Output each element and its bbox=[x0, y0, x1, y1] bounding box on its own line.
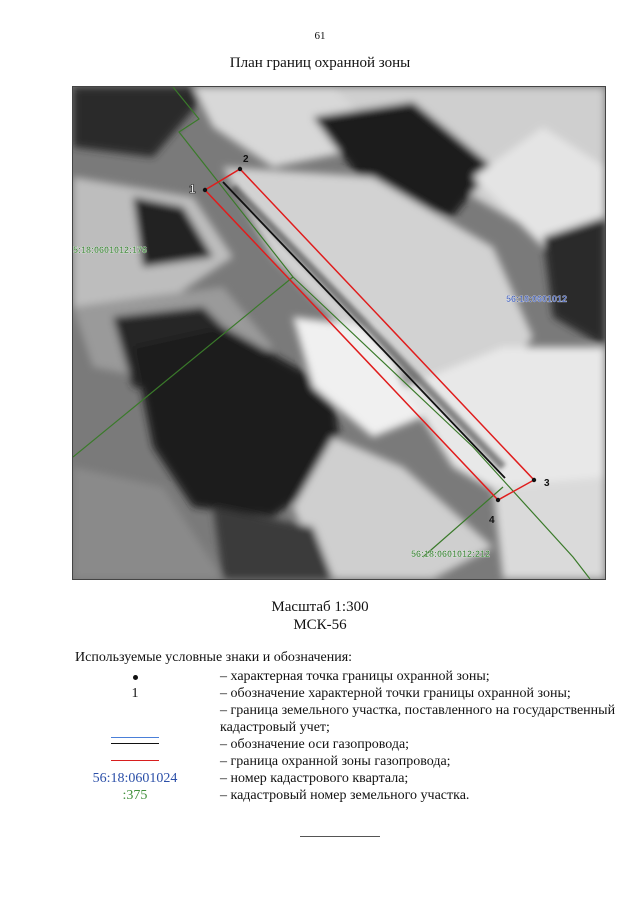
satellite-map bbox=[72, 86, 606, 580]
legend-heading: Используемые условные знаки и обозначения: bbox=[75, 650, 353, 665]
scale-block bbox=[0, 598, 640, 634]
legend-item-gas-axis: – обозначение оси газопровода; bbox=[75, 736, 635, 753]
legend-item-quarter: 56:18:0601024 – номер кадастрового квартала; bbox=[92, 771, 409, 786]
boundary-point-1 bbox=[203, 188, 207, 192]
lot-212-label: 56:18:0601012:212 bbox=[411, 549, 491, 559]
lot-176-label: 5:18:0601012:176 bbox=[73, 245, 148, 255]
legend-item-point-label: 1 – обозначение характерной точки границы охранной зоны; bbox=[131, 686, 571, 701]
legend bbox=[75, 668, 635, 804]
boundary-point-3 bbox=[532, 478, 536, 482]
red-line-icon bbox=[111, 760, 159, 761]
point-label-2: 2 bbox=[243, 154, 249, 165]
point-label-4: 4 bbox=[489, 515, 495, 526]
legend-item-parcel-boundary: – граница земельного участка, поставленного на государственный кадастровый учет; bbox=[75, 702, 635, 736]
plan-title: План границ охранной зоны bbox=[229, 55, 411, 71]
boundary-point-2 bbox=[238, 167, 242, 171]
quarter-label: 56:18:0601012 bbox=[506, 294, 568, 304]
point-label-3: 3 bbox=[544, 478, 550, 489]
footer-rule bbox=[300, 836, 380, 837]
scale-text: Масштаб 1:300 bbox=[271, 599, 369, 615]
page-number: 61 bbox=[314, 30, 326, 42]
point-marker-icon bbox=[133, 675, 138, 680]
coordinate-system: МСК-56 bbox=[293, 617, 347, 633]
legend-item-point: – характерная точка границы охранной зоны; bbox=[75, 668, 635, 685]
boundary-point-4 bbox=[496, 498, 500, 502]
black-line-icon bbox=[111, 743, 159, 744]
legend-item-lot: :375 – кадастровый номер земельного участка. bbox=[122, 788, 470, 803]
legend-item-protection-zone: – граница охранной зоны газопровода; bbox=[75, 753, 635, 770]
point-label-1: 1 bbox=[189, 182, 196, 196]
